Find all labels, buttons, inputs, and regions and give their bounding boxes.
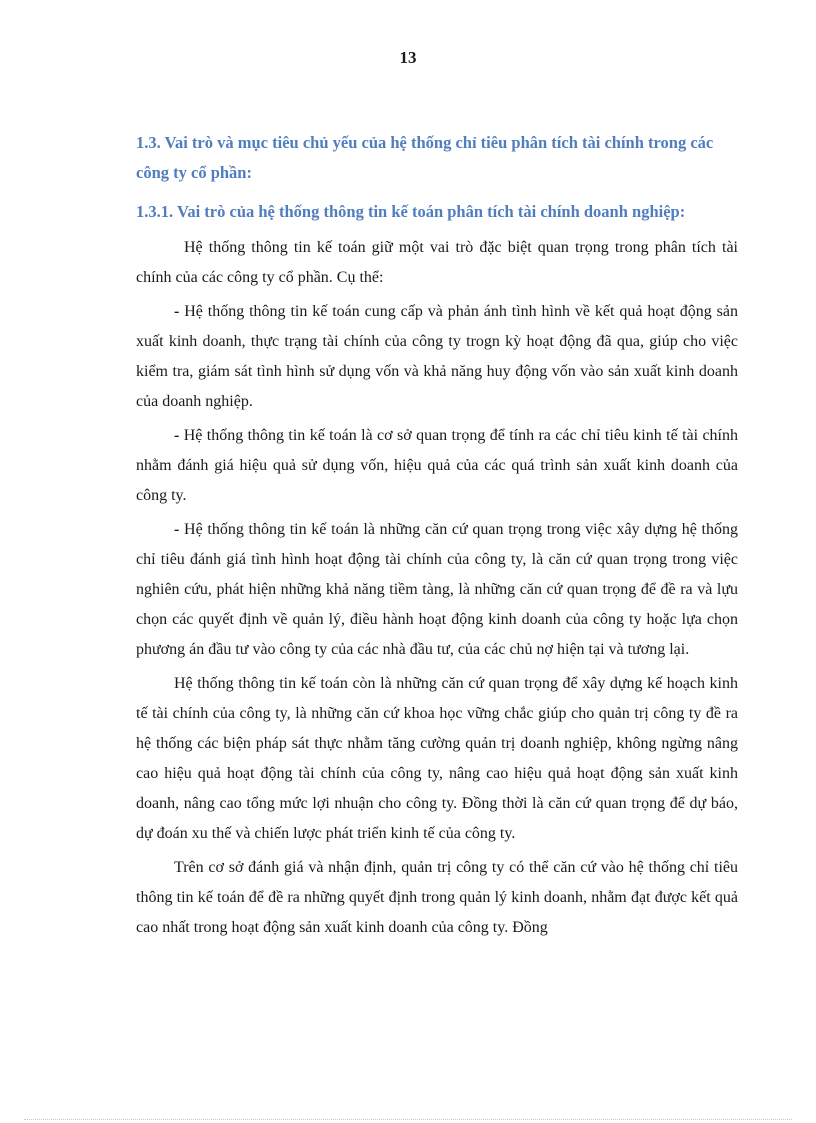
bullet-paragraph-1	[136, 297, 738, 417]
bullet-paragraph-2	[136, 421, 738, 511]
dash-marker: -	[174, 427, 180, 444]
dash-marker: -	[174, 521, 180, 538]
paragraph-5: Trên cơ sở đánh giá và nhận định, quản trị công ty có thể căn cứ vào hệ thống chỉ tiêu thông tin kế toán để đề ra những quyết định trong quản lý kinh doanh, nhằm đạt được kết quả cao nhất trong hoạt động sản xuất kinh doanh của công ty. Đồng	[136, 859, 738, 936]
body-text	[136, 233, 738, 947]
page-number: 13	[399, 48, 417, 67]
bullet-text-1: Hệ thống thông tin kế toán cung cấp và phản ánh tình hình về kết quả hoạt động sản xuất kinh doanh, thực trạng tài chính của công ty trogn kỳ hoạt động đã qua, giúp cho việc kiểm tra, giám sát tình hình sử dụng vốn và khả năng huy động vốn vào sản xuất kinh doanh của doanh nghiệp.	[136, 303, 738, 410]
dash-marker: -	[174, 303, 180, 320]
intro-paragraph: Hệ thống thông tin kế toán giữ một vai trò đặc biệt quan trọng trong phân tích tài chính của các công ty cổ phần. Cụ thể:	[136, 239, 738, 286]
page-bottom-divider	[24, 1119, 792, 1120]
subsection-heading: 1.3.1. Vai trò của hệ thống thông tin kế toán phân tích tài chính doanh nghiệp:	[136, 202, 686, 221]
paragraph-4: Hệ thống thông tin kế toán còn là những căn cứ quan trọng để xây dựng kế hoạch kinh tế tài chính của công ty, là những căn cứ khoa học vững chắc giúp cho quản trị công ty đề ra hệ thống các biện pháp sát thực nhằm tăng cường quản trị doanh nghiệp, không ngừng nâng cao hiệu quả hoạt động tài chính của công ty, nâng cao hiệu quả hoạt động sản xuất kinh doanh, nâng cao tổng mức lợi nhuận cho công ty. Đồng thời là căn cứ quan trọng để dự báo, dự đoán xu thế và chiến lược phát triển kinh tế của công ty.	[136, 675, 738, 842]
section-heading: 1.3. Vai trò và mục tiêu chủ yếu của hệ thống chỉ tiêu phân tích tài chính trong các công ty cổ phần:	[136, 133, 714, 182]
bullet-text-2: Hệ thống thông tin kế toán là cơ sở quan trọng để tính ra các chỉ tiêu kinh tế tài chính nhằm đánh giá hiệu quả sử dụng vốn, hiệu quả của các quá trình sản xuất kinh doanh của công ty.	[136, 427, 738, 504]
bullet-text-3: Hệ thống thông tin kế toán là những căn cứ quan trọng trong việc xây dựng hệ thống chỉ tiêu đánh giá tình hình hoạt động tài chính của công ty, là căn cứ quan trọng trong việc nghiên cứu, phát hiện những khả năng tiềm tàng, là những căn cứ quan trọng để đề ra và lựu chọn các quyết định về quản lý, điều hành hoạt động kinh doanh của công ty hoặc lựa chọn phương án đầu tư vào công ty của các nhà đầu tư, của các chủ nợ hiện tại và tương lại.	[136, 521, 738, 658]
bullet-paragraph-3	[136, 515, 738, 665]
